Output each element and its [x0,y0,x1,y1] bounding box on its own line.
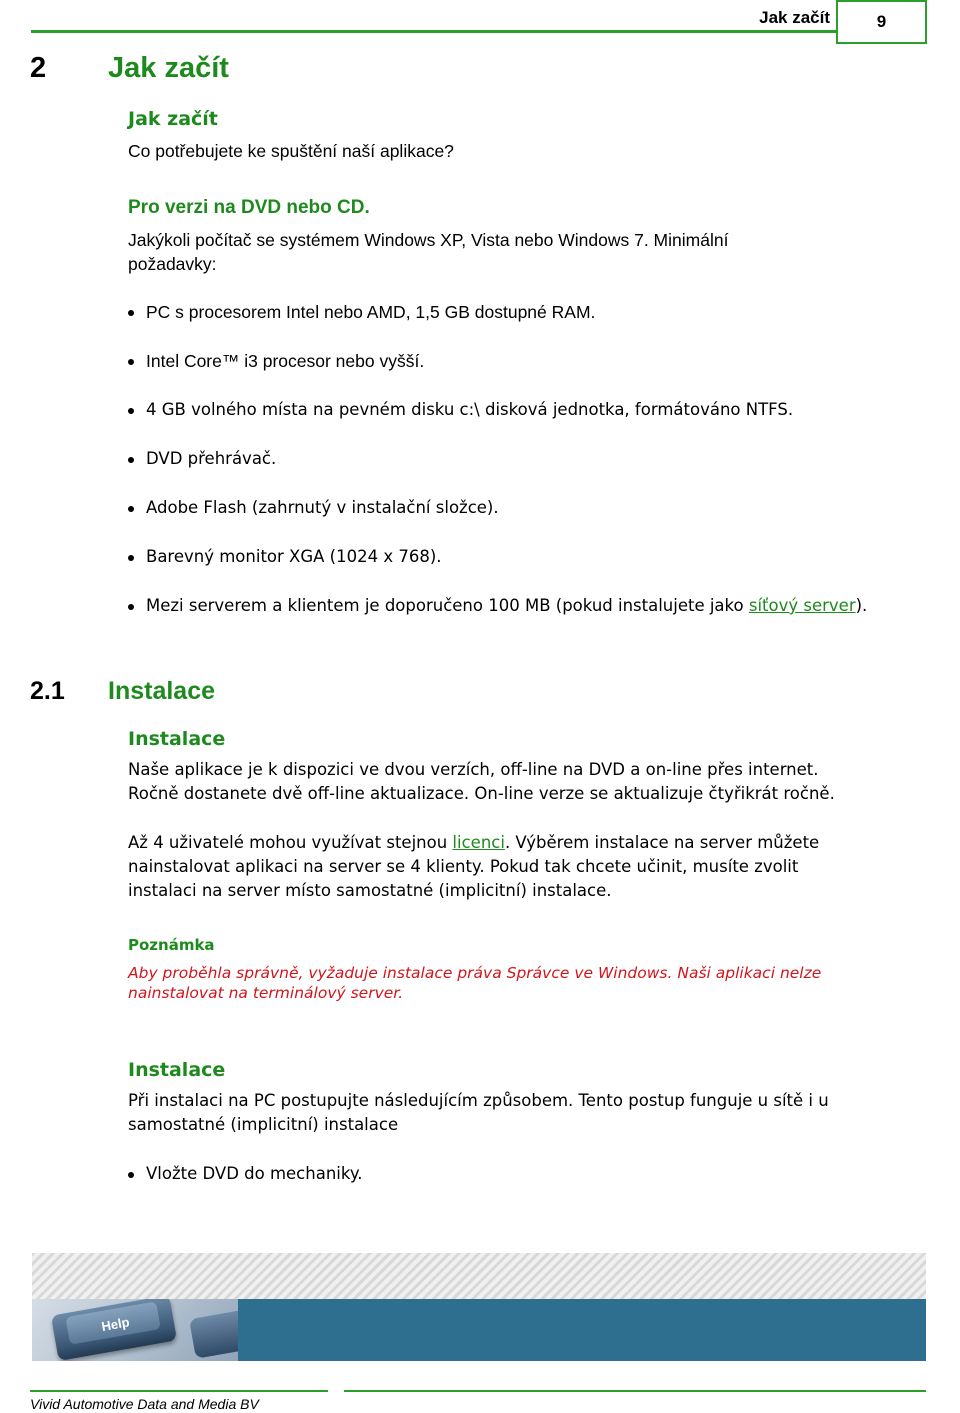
section-number: 2.1 [30,677,65,705]
chapter-title: Jak začít [108,52,229,84]
install-p1-line2: Ročně dostanete dvě off-line aktualizace. On-line verze se aktualizuje čtyřikrát ročně. [128,784,835,803]
help-key-icon [51,1299,177,1361]
running-title: Jak začít [759,8,830,27]
header-rule [31,30,837,33]
note-heading: Poznámka [128,936,215,954]
footer-company: Vivid Automotive Data and Media BV [30,1396,259,1412]
page-number: 9 [836,0,927,44]
license-link[interactable]: licenci [452,833,505,852]
dvd-text-line1: Jakýkoli počítač se systémem Windows XP, Vista nebo Windows 7. Minimální [128,230,729,250]
install-p2-line3: instalaci na server místo samostatné (implicitní) instalace. [128,881,612,900]
footer-stripes [32,1253,926,1299]
install-heading: Instalace [128,728,226,750]
intro-text: Co potřebujete ke spuštění naší aplikace? [128,141,454,161]
footer-rule-left [30,1390,328,1392]
note-line1: Aby proběhla správně, vyžaduje instalace práva Správce ve Windows. Naši aplikaci nelze [128,964,822,982]
network-server-link[interactable]: síťový server [748,596,856,615]
install-p1-line1: Naše aplikace je k dispozici ve dvou verzích, off-line na DVD a on-line přes internet. [128,760,819,779]
help-key-image [32,1299,238,1361]
dvd-text-line2: požadavky: [128,254,217,274]
intro-heading: Jak začít [128,108,218,130]
footer-rule-right [344,1390,926,1392]
help-key-label: Help [100,1314,131,1335]
keyboard-key-icon [189,1307,238,1359]
footer-banner [238,1299,926,1361]
install-p2-line1: Až 4 uživatelé mohou využívat stejnou licenci. Výběrem instalace na server můžete [128,833,820,852]
note-line2: nainstalovat na terminálový server. [128,984,404,1002]
install2-line2: samostatné (implicitní) instalace [128,1115,399,1134]
install-p2-line2: nainstalovat aplikaci na server se 4 klienty. Pokud tak chcete učinit, musíte zvolit [128,857,799,876]
install2-line1: Při instalaci na PC postupujte následujícím způsobem. Tento postup funguje u sítě i u [128,1091,829,1110]
section-title: Instalace [108,677,216,705]
chapter-number: 2 [30,52,47,84]
install2-heading: Instalace [128,1059,226,1081]
dvd-heading: Pro verzi na DVD nebo CD. [128,197,370,218]
